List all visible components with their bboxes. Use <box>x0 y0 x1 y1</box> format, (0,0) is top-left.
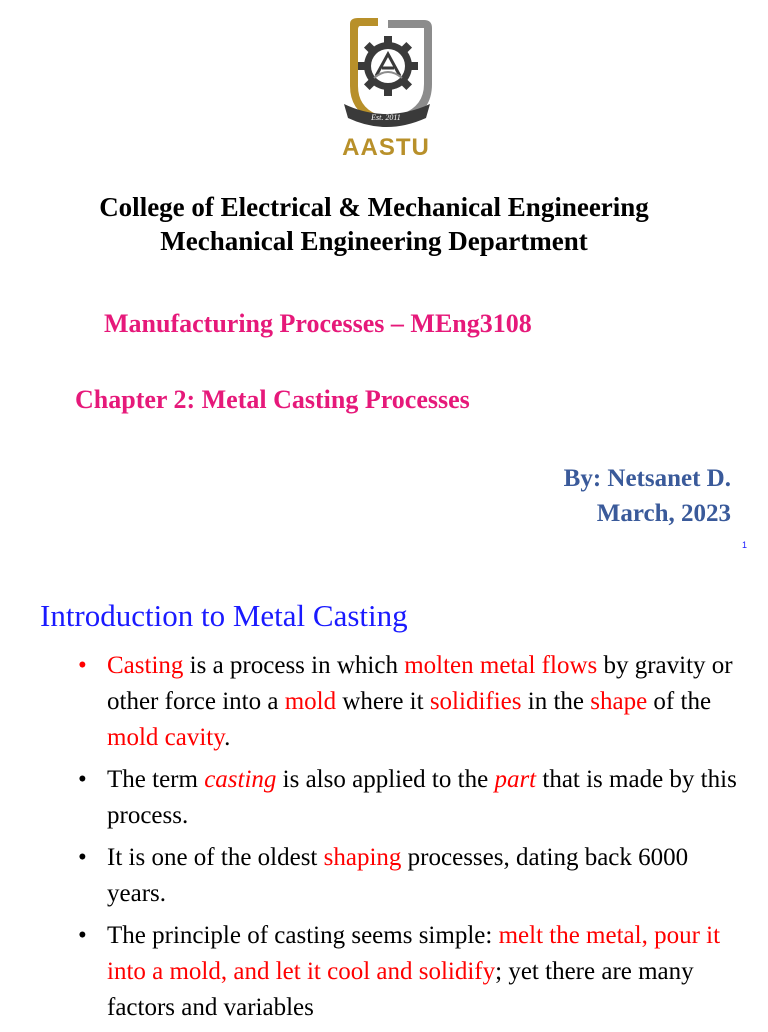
slide-number: 1 <box>742 540 748 550</box>
bullet-item <box>78 918 748 1026</box>
college-heading <box>0 190 748 258</box>
author-block <box>564 461 731 531</box>
bullet-text: in the <box>521 688 591 715</box>
bullet-text: The principle of casting seems simple: <box>107 922 499 949</box>
bullet-text: ; yet there are many factors and variables <box>107 958 694 1021</box>
college-name: College of Electrical & Mechanical Engineering <box>99 192 649 222</box>
highlighted-term: mold <box>284 688 337 715</box>
bullet-text: It is one of the oldest <box>107 844 324 871</box>
highlighted-term: melt the metal, pour it into a mold, and let it cool and solidify <box>107 922 721 985</box>
aastu-emblem-icon <box>326 14 446 132</box>
bullet-text: that is made by this process. <box>107 766 737 829</box>
bullet-dot-icon: • <box>78 652 87 679</box>
course-title: Manufacturing Processes – MEng3108 <box>104 309 532 338</box>
bullet-text: of the <box>647 688 712 715</box>
author-name: By: Netsanet D. <box>563 465 731 492</box>
bullet-text: The term <box>107 766 205 793</box>
highlighted-term: casting <box>204 766 277 793</box>
highlighted-term: shape <box>590 688 648 715</box>
presentation-date: March, 2023 <box>596 500 731 527</box>
bullet-dot-icon: • <box>78 766 87 793</box>
bullet-dot-icon: • <box>78 922 87 949</box>
chapter-title: Chapter 2: Metal Casting Processes <box>75 385 470 414</box>
bullet-text: processes, dating back 6000 years. <box>107 844 689 907</box>
bullet-text: by gravity or other force into a <box>107 652 733 715</box>
bullet-item <box>78 762 748 834</box>
bullet-text: . <box>224 724 231 751</box>
highlighted-term: mold cavity <box>107 724 225 751</box>
intro-slide <box>0 570 768 1024</box>
highlighted-term: molten metal flows <box>404 652 598 679</box>
aastu-logo <box>326 14 446 166</box>
svg-text:Est. 2011: Est. 2011 <box>371 113 401 122</box>
bullet-text: is a process in which <box>183 652 405 679</box>
logo-wordmark: AASTU <box>342 134 430 161</box>
highlighted-term: shaping <box>323 844 402 871</box>
bullet-text: where it <box>336 688 430 715</box>
bullet-dot-icon: • <box>78 844 87 871</box>
highlighted-term: part <box>494 766 537 793</box>
bullet-text: is also applied to the <box>276 766 495 793</box>
slide-title: Introduction to Metal Casting <box>40 598 408 633</box>
bullet-item <box>78 648 748 756</box>
highlighted-term: solidifies <box>429 688 522 715</box>
department-name: Mechanical Engineering Department <box>160 226 588 256</box>
highlighted-term: Casting <box>107 652 184 679</box>
bullet-list <box>78 648 748 1032</box>
bullet-item <box>78 840 748 912</box>
